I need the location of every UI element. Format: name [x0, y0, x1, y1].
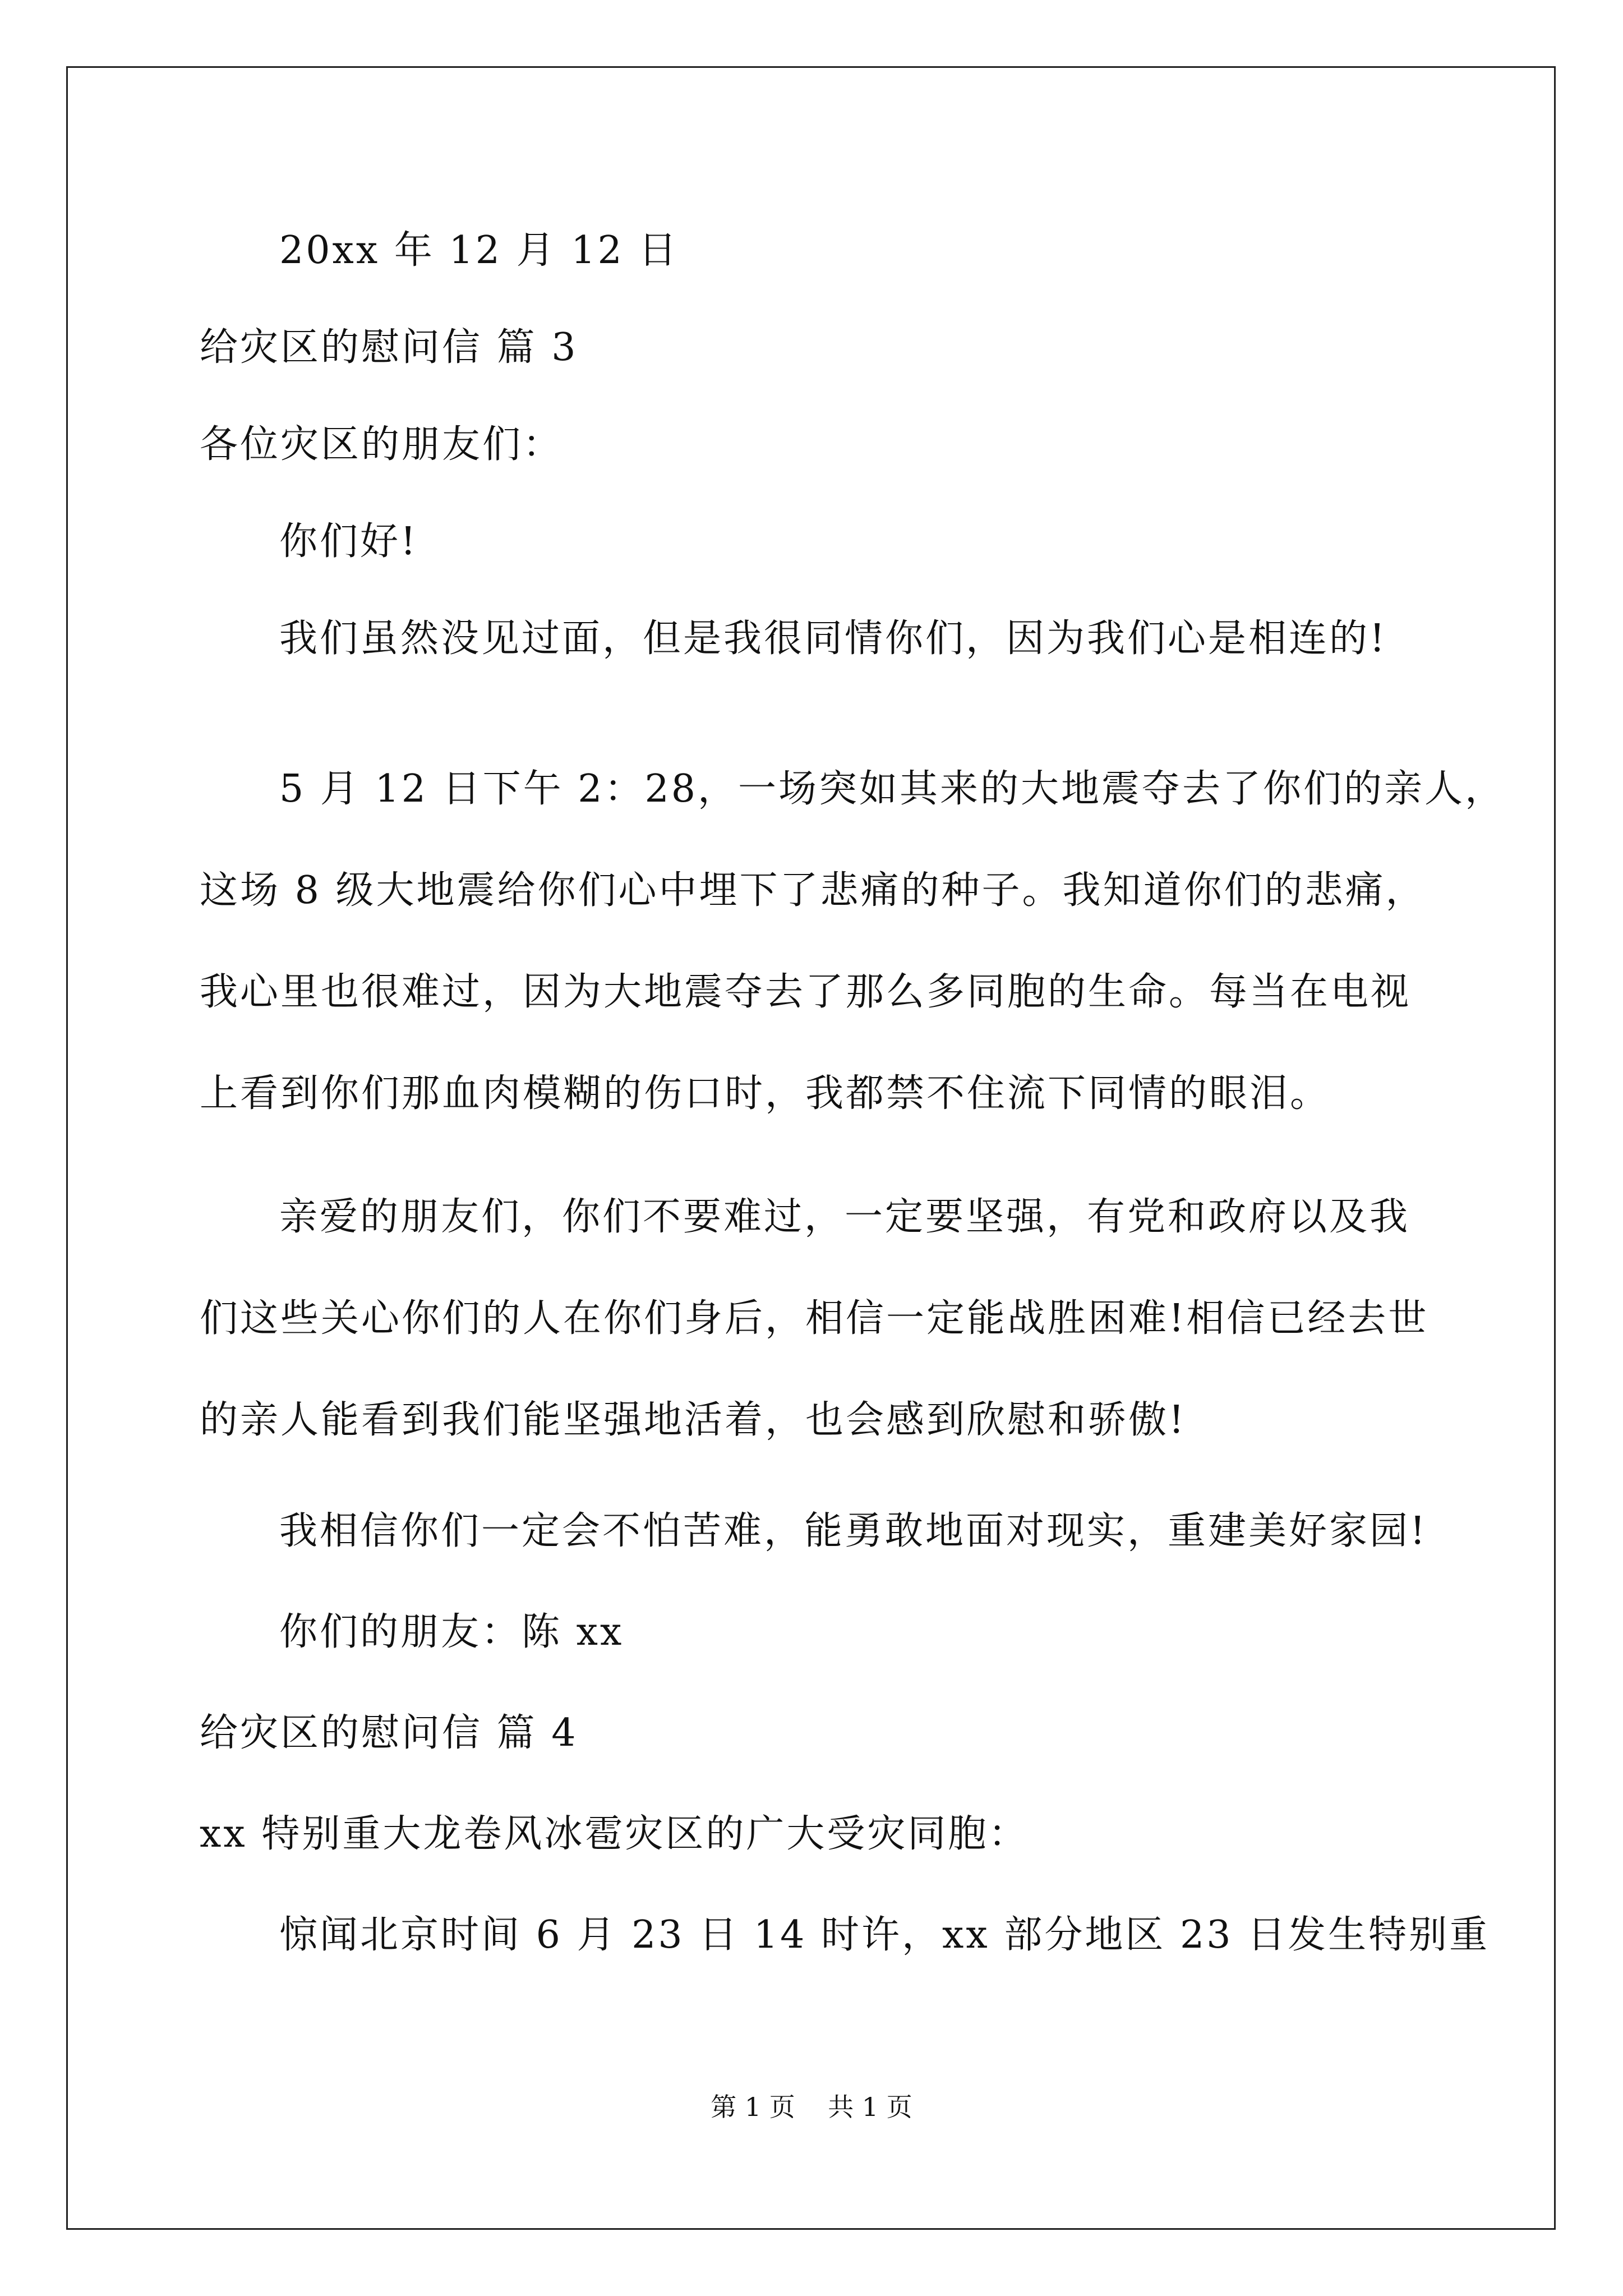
- paragraph-line: 亲爱的朋友们，你们不要难过，一定要坚强，有党和政府以及我: [279, 1195, 1410, 1239]
- paragraph-line: 这场 8 级大地震给你们心中埋下了悲痛的种子。我知道你们的悲痛，: [200, 868, 1426, 913]
- page-border: [66, 66, 1556, 2230]
- greeting: 你们好!: [279, 519, 418, 564]
- paragraph-line: 上看到你们那血肉模糊的伤口时，我都禁不住流下同情的眼泪。: [200, 1071, 1331, 1116]
- paragraph-line: 我心里也很难过，因为大地震夺去了那么多同胞的生命。每当在电视: [200, 970, 1412, 1014]
- paragraph-line: 5 月 12 日下午 2：28，一场突如其来的大地震夺去了你们的亲人，: [279, 767, 1506, 811]
- paragraph-line: 的亲人能看到我们能坚强地活着，也会感到欣慰和骄傲!: [200, 1398, 1187, 1442]
- signature-line: 你们的朋友：陈 xx: [279, 1610, 624, 1654]
- paragraph-line: 我们虽然没见过面，但是我很同情你们，因为我们心是相连的!: [279, 616, 1387, 661]
- section-heading-4: 给灾区的慰问信 篇 4: [200, 1711, 578, 1755]
- paragraph-line: 惊闻北京时间 6 月 23 日 14 时许，xx 部分地区 23 日发生特别重: [279, 1913, 1490, 1957]
- page-footer: 第 1 页 共 1 页: [711, 2092, 912, 2122]
- section-heading-3: 给灾区的慰问信 篇 3: [200, 325, 578, 370]
- salutation: xx 特别重大龙卷风冰雹灾区的广大受灾同胞：: [200, 1812, 1029, 1856]
- date-line: 20xx 年 12 月 12 日: [279, 228, 679, 273]
- salutation: 各位灾区的朋友们：: [200, 422, 564, 467]
- paragraph-line: 们这些关心你们的人在你们身后，相信一定能战胜困难!相信已经去世: [200, 1296, 1429, 1341]
- paragraph-line: 我相信你们一定会不怕苦难，能勇敢地面对现实，重建美好家园!: [279, 1509, 1428, 1553]
